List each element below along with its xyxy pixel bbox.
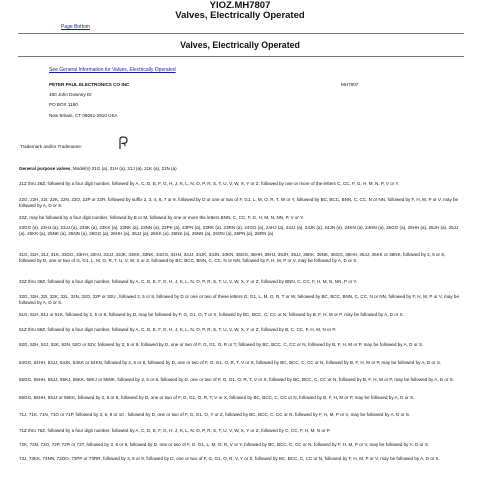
description-text: 71Z thru 76Z, followed by a four digit number, followed by A, C, D, E, F, G, H, J, K, L, N, O, P, R, S, T, U, V, W, X, Y or Z, followed by C, CC, F, H, M, N or P.	[19, 428, 331, 433]
description-text: 56GG, 56HH, 56JJ or 56KK, followed by 2, 5 or 8, followed by D, one or two of F, G, G1, O, R, T, V or X, followed by BC, BCC, C, CC or N, followed by B, F, H, M or P, may be followed by A, D or S.	[19, 395, 415, 400]
general-purpose-heading	[19, 166, 463, 172]
recognized-component-mark-icon	[117, 136, 129, 150]
description-text: 22Z, may be followed by a four digit number, followed by B or M, followed by one or more the letters BNN, C, CC, F, G, H, M, N, NN, P, V or Y.	[19, 215, 304, 220]
page-header-title: Valves, Electrically Operated	[175, 10, 305, 21]
trademark-label: Trademark and/or Tradename:	[20, 144, 83, 149]
model-description	[19, 395, 463, 401]
description-text: 52G, 52H, 52J, 52K, 52N, 52O or 52V, followed by 2, 5 or 8, followed by D, one or two of F, G, G1, O, R or T, followed by BC, BCC, C, CC or N, followed by B, F, H, M or P, may be followed by A, D or S.	[19, 342, 424, 347]
general-info-link[interactable]: See General Information for Valves, Electrically Operated	[49, 67, 176, 73]
model-description	[19, 428, 463, 434]
address-line: PO BOX 1180	[49, 102, 78, 107]
model-description	[19, 181, 463, 187]
divider	[18, 56, 464, 57]
model-description	[19, 312, 463, 318]
model-description	[19, 225, 463, 237]
model-description	[19, 327, 463, 333]
description-text: 73J, 73KK, 73NN, 73OO, 73PP or 73RR, followed by 3, 6 or 9, followed by D, one or two of F, G, G1, O, R, V, Y or Z, followed by BC, BCC, C, CC or N, followed by F, H, M, P or V, may be followed by A, D or S.	[19, 456, 440, 461]
description-text: 31G, 31H, 31J, 31K, 33GG, 33HH, 33HJ, 33JJ, 33JK, 33KK, 33NK, 34GG, 34HJ, 34JJ, 34JK, 34JN, 34KN, 35GG, 35HH, 35HJ, 35JH, 35JJ, 35KK, 35NK, 36GG, 36HH, 36JJ, 36KK or 36NK, followed by 2, 5 or 8, followed by D, one or two of G, G1, L, M, O, R, T, U, V, W, X or Z, followed by BC, BCC, BNN, C, CC, N or NN, followed by F, H, M, P or V, may be followed by A, D or S.	[19, 252, 446, 264]
address-line: New Britain, CT 06051-2910 USA	[49, 113, 118, 118]
description-text: 55GG, 55HH, 55JJ, 55KJ, 55KK, 55KJ or 55NK, followed by 2, 5 or 8, followed by D, one or two of F, G, G1, O, R, T, V or X, followed by BC, BCC, C, CC or N, followed by B, F, H, M or P, may be followed by A, D or S.	[19, 377, 455, 382]
model-description	[19, 442, 463, 448]
model-description	[19, 279, 463, 285]
description-text: , Model(s) 21G (a), 21H (a), 21J (a), 21K (a), 21N (a)	[70, 166, 177, 171]
description-text: 51Z thru 56Z, followed by a four digit number, followed by A, C, D, E, F, G, H, J, K, L, N, O, P, R, S, T, U, V, W, X, Y or Z, followed by B, C, CC, F, H, M, N or P.	[19, 327, 337, 332]
description-text: 21Z thru 26Z, followed by a four digit number, followed by A, C, D, E, F, G, H, J, K, L, N, O, P, R, S, T, U, V, W, X, Y or Z, followed by one or more of the letters C, CC, F, G, H, M, N, P, V or Y.	[19, 181, 400, 186]
description-text: 32Z thru 36Z, followed by a four digit number, followed by A, C, D, E, F, G, H, J, K, L, N, O, P, R, S, T, U, V, W, X, Y or Z, followed by BNN, C, CC, F, H, M, N, NN, P or Y.	[19, 279, 358, 284]
model-description	[19, 377, 463, 383]
description-text: 23GG (a), 23HJ (a), 23JJ (a), 233K (a), 23KK (a), 23NK (a), 23NN (a), 23PK (a), 23PN (a), 23RK (a), 23RN (a), 24GG (a), 24HJ (a), 24JJ (a), 24JK (a), 24JN (a), 24KN (a), 24NN (a), 25GG (a), 25HH (a), 25JH (a), 25JJ (a), 25KK (a), 25NK (a), 25NN (a), 26GG (a), 26HH (a), 26JJ (a), 26KK (a), 26NK (a), 26NN (a), 26ON (a), 26PN (a), 26RN (a)	[19, 225, 459, 237]
address-line: 480 John Downey Dr	[49, 92, 92, 97]
model-description	[19, 197, 463, 209]
model-description	[19, 342, 463, 348]
description-text: 54GG, 54HH, 54JJ, 54JK, 54KK or 54KN, followed by 2, 5 or 8, followed by D, one or two of F, G, G1, O, R, T, V or X, followed by BC, BCC, C, CC or N, followed by B, F, H, M or P, may be followed by A, D or S.	[19, 360, 442, 365]
divider	[18, 33, 464, 34]
page-header-code: YIOZ.MH7807	[209, 0, 271, 11]
model-description	[19, 360, 463, 366]
model-description	[19, 412, 463, 418]
description-text: 72K, 72N, 72O, 72P, 72R or 72T, followed by 3, 6 or 9, followed by D, one or two of F, G, G1, L, M, O, R, V or Y, followed by BC, BCC, C, CC or N, followed by F, H, M, P or V, may be followed by A, D or S.	[19, 442, 430, 447]
description-text: 51G, 51H, 51J or 51K, followed by 2, 5 or 8, followed by D, may be followed by F, G, G1, O, T or X, followed by BC, BCC, C, CC or N, followed by B, F, H, M or P, may be followed by A, D or S .	[19, 312, 406, 317]
description-text: 22G, 22H, 22I, 22K, 22N, 22O, 22P or 22R, followed by suffix 2, 3, 4, 6, 7 or 9, followed by D or one or two of F, G1, L, M, O, R, T, W or Y, followed by BC, BCC, BNN, C, CC, N or NN, followed by F, H, M, P or V, may be followed by A, D or S.	[19, 197, 459, 209]
model-description	[19, 252, 463, 264]
model-description	[19, 215, 463, 221]
description-text: 71J, 71K, 71N, 71O or 71P, followed by 3, 6, 9 or 10 , followed by D, one or two of F, G, G1, O, Y or Z, followed by BC, BCC, C, CC or N, followed by F, H, M, P or V, may be followed by A, D or S.	[19, 412, 411, 417]
section-title: Valves, Electrically Operated	[180, 40, 300, 50]
model-description	[19, 456, 463, 462]
company-name: PETER PAUL ELECTRONICS CO INC	[49, 82, 130, 87]
description-text: 32G, 32H, 32I, 32K, 32L, 32N, 32O, 32P or 32U , followed 2, 5 or 8, followed by D or one or two of these letters G, G1, L, M, O, R, T or W, followed by BC, BCC, BNN, C, CC, N or NN, followed by F, H, M, P or V, may be followed by A, D or S.	[19, 294, 459, 306]
page-bottom-link[interactable]: Page Bottom	[61, 24, 90, 30]
heading-lead: General purpose valves	[19, 166, 71, 171]
model-description	[19, 294, 463, 306]
file-number: MH7807	[341, 82, 359, 87]
